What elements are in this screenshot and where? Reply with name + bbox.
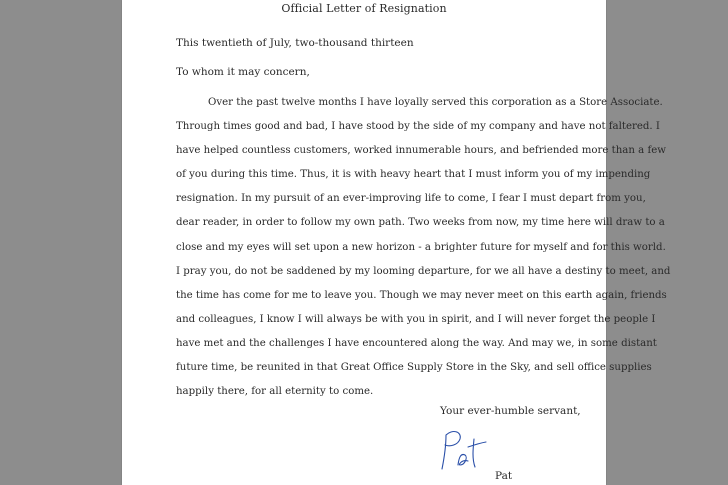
letter-page — [122, 0, 671, 485]
signer-name: Pat — [495, 470, 513, 482]
body-line: resignation. In my pursuit of an ever-improving life to come, I fear I must depart from you, — [176, 193, 646, 205]
letter-date: This twentieth of July, two-thousand thirteen — [176, 37, 414, 49]
body-line: close and my eyes will set upon a new horizon - a brighter future for myself and for this world. — [176, 241, 666, 253]
body-line: have helped countless customers, worked innumerable hours, and befriended more than a few — [176, 145, 667, 157]
body-line: and colleagues, I know I will always be with you in spirit, and I will never forget the people I — [176, 313, 656, 325]
letter-closing: Your ever-humble servant, — [440, 405, 581, 417]
letter-body — [176, 91, 671, 404]
body-line: have met and the challenges I have encountered along the way. And may we, in some distant — [176, 337, 657, 349]
body-line: Through times good and bad, I have stood by the side of my company and have not faltered. I — [176, 121, 660, 133]
body-line: the time has come for me to leave you. Though we may never meet on this earth again, friends — [176, 289, 667, 301]
letter-salutation: To whom it may concern, — [176, 66, 310, 78]
handwritten-signature — [432, 425, 492, 473]
body-line: I pray you, do not be saddened by my looming departure, for we all have a destiny to meet, and — [176, 265, 671, 277]
letter-title: Official Letter of Resignation — [281, 2, 447, 15]
body-line: future time, be reunited in that Great Office Supply Store in the Sky, and sell office supplies — [176, 362, 652, 374]
body-line: Over the past twelve months I have loyally served this corporation as a Store Associate. — [208, 97, 663, 108]
body-line: of you during this time. Thus, it is with heavy heart that I must inform you of my impending — [176, 169, 651, 181]
body-line: dear reader, in order to follow my own path. Two weeks from now, my time here will draw to a — [176, 217, 665, 229]
body-line: happily there, for all eternity to come. — [176, 386, 374, 398]
